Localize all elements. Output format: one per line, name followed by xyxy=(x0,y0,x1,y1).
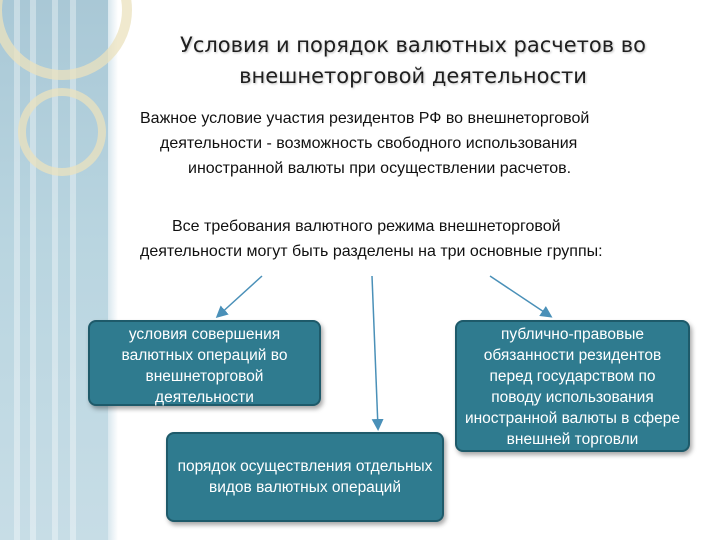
group-box-text: порядок осуществления отдельных видов валютных операций xyxy=(177,458,433,496)
group-box-procedure xyxy=(166,432,444,522)
groups-intro-line: Все требования валютного режима внешнеторговой xyxy=(172,218,561,235)
groups-intro-line: деятельности могут быть разделены на три основные группы: xyxy=(140,243,603,260)
intro-line: деятельности - возможность свободного использования xyxy=(160,135,578,152)
group-box-conditions xyxy=(88,320,321,406)
group-box-text: условия совершения валютных операций во внешнеторговой деятельности xyxy=(121,326,288,406)
group-box-obligations xyxy=(455,320,690,452)
intro-line: иностранной валюты при осуществлении расчетов. xyxy=(188,160,572,177)
arrow-to-group-1 xyxy=(218,276,262,316)
intro-line: Важное условие участия резидентов РФ во внешнеторговой xyxy=(140,110,590,127)
group-box-text: публично-правовые обязанности резидентов перед государством по поводу использования иностранной валюты в сфере внешней торговли xyxy=(464,326,681,448)
arrow-to-group-3 xyxy=(490,276,550,316)
slide-title: Условия и порядок валютных расчетов во внешнеторговой деятельности xyxy=(180,33,646,88)
arrow-to-group-2 xyxy=(372,276,378,428)
